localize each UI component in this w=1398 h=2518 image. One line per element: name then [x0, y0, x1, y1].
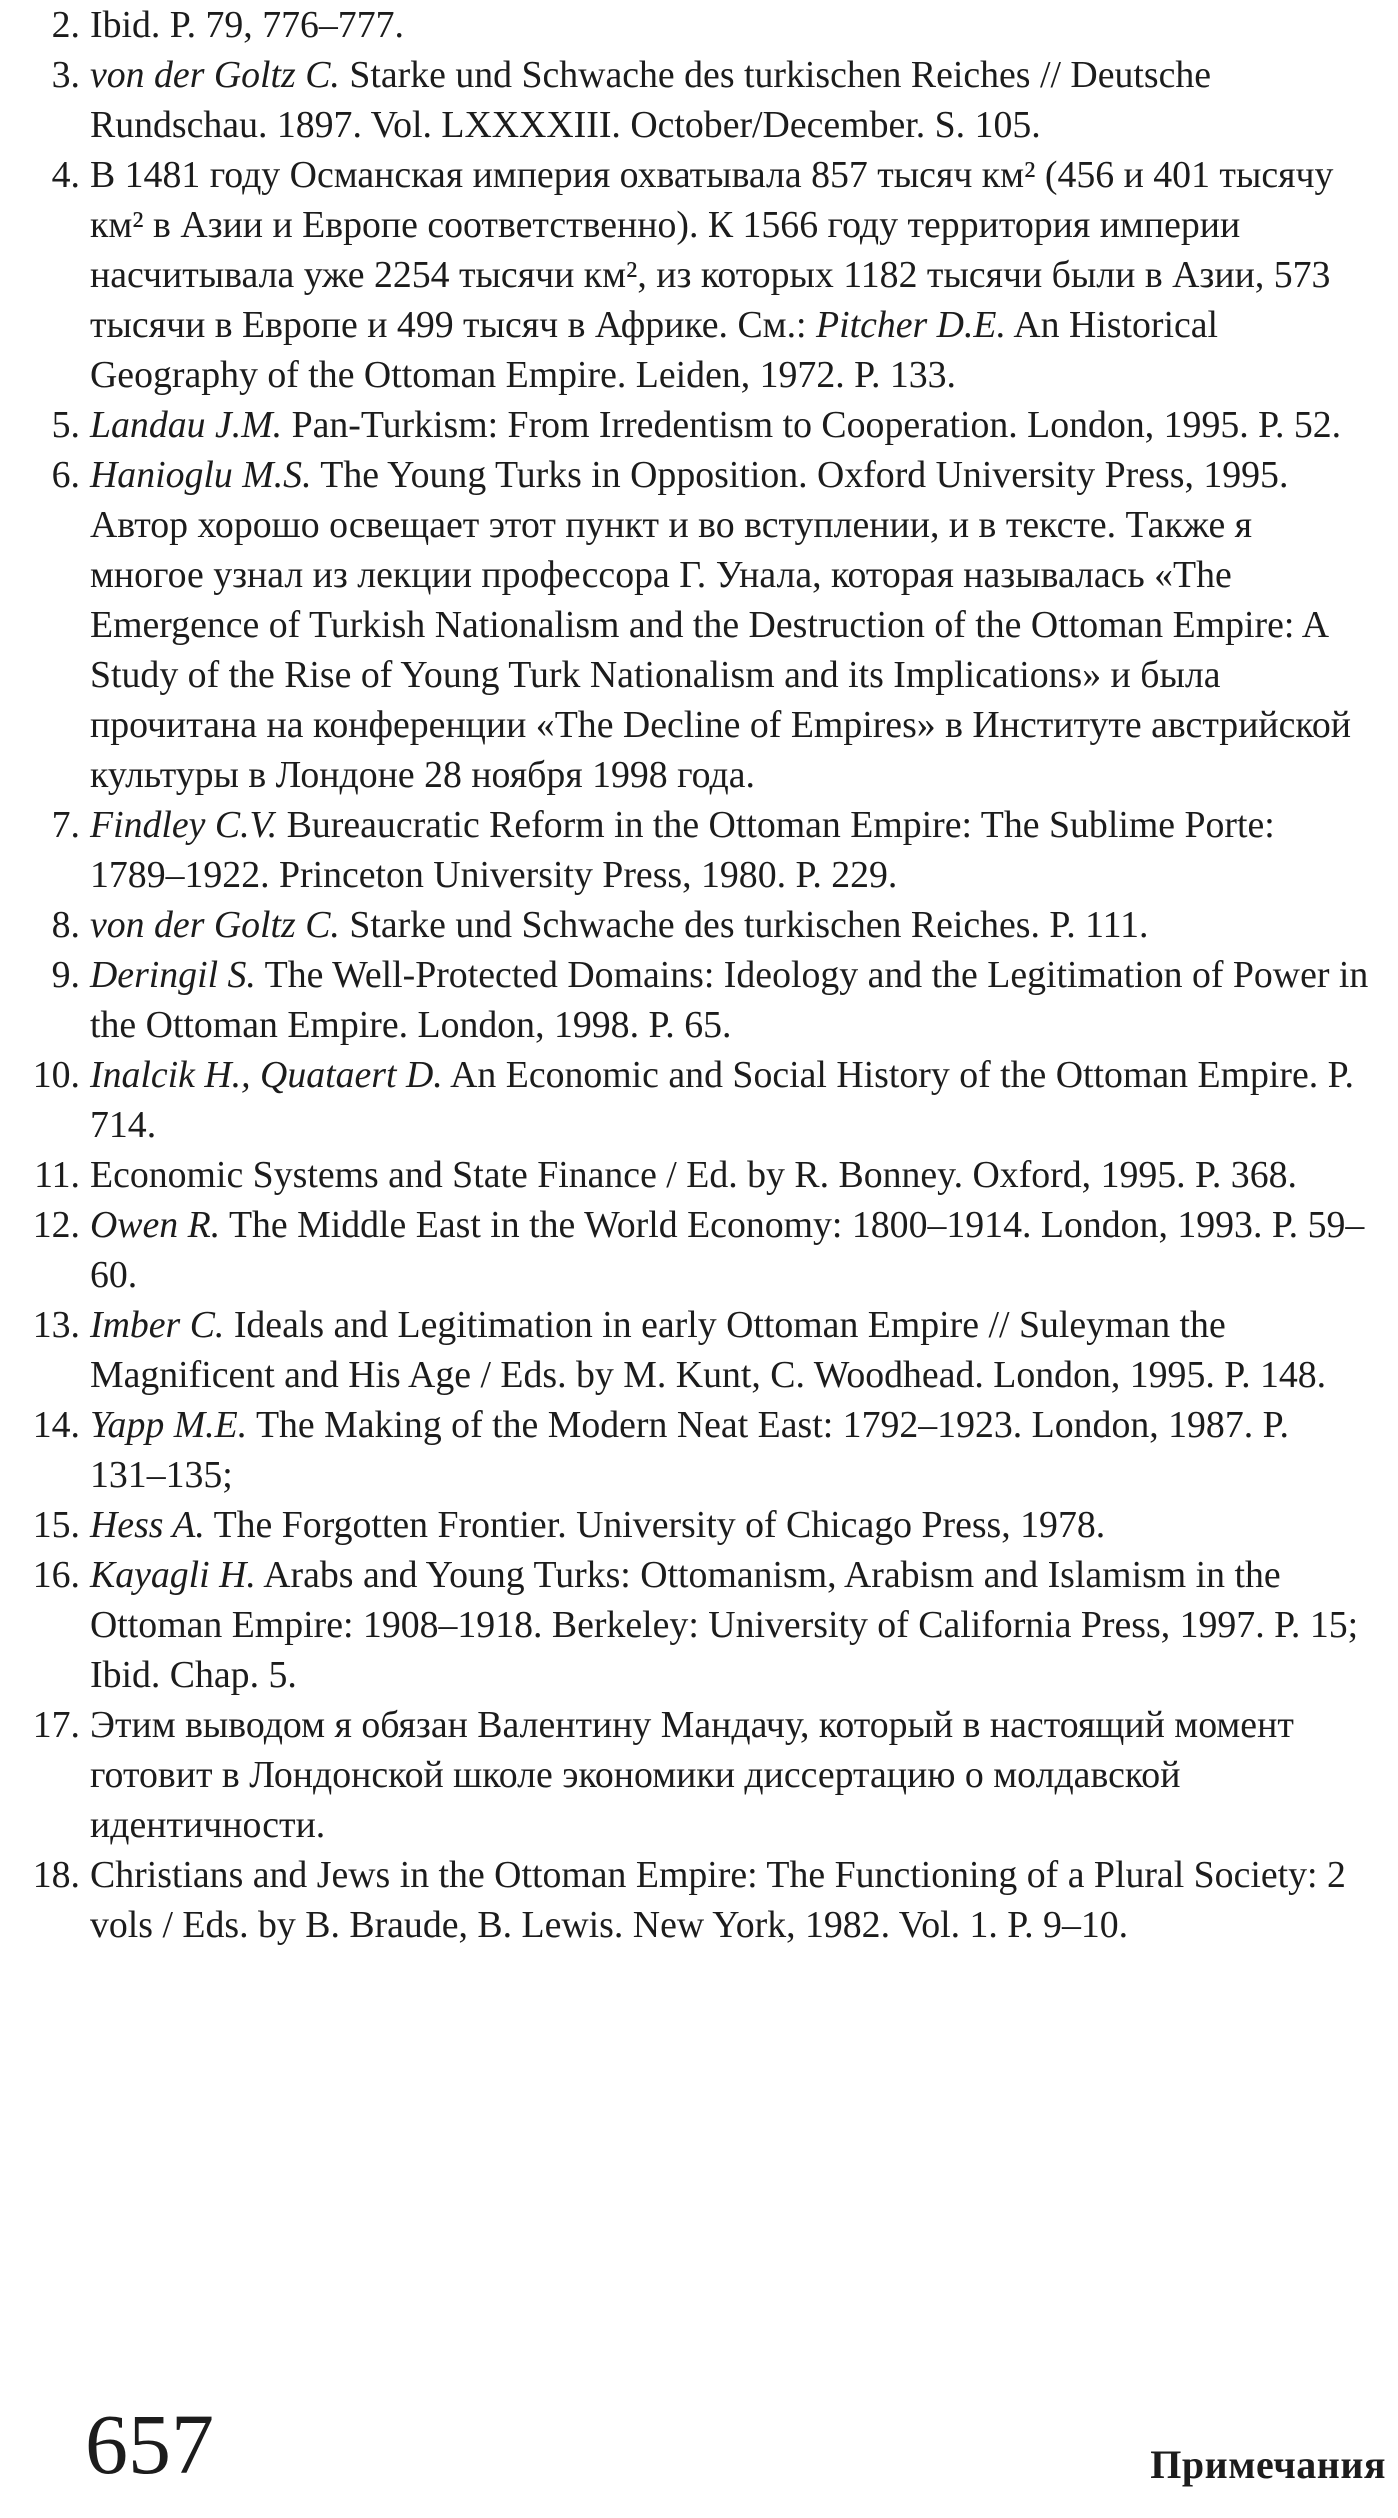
endnote-author: Findley C.V.: [90, 804, 278, 846]
endnote: [30, 950, 1390, 1050]
endnote-author: Imber C.: [90, 1304, 225, 1346]
endnote: [30, 900, 1390, 950]
endnote: [30, 1300, 1390, 1400]
endnote-text: [80, 1400, 1372, 1500]
endnote: [30, 50, 1390, 150]
endnote-text: [80, 150, 1372, 400]
endnote-text: [80, 1150, 1372, 1200]
endnote-number: 5.: [51, 404, 80, 446]
endnote-citation: Bureaucratic Reform in the Ottoman Empire: The Sublime Porte: 1789–1922. Princeton University Press, 1980. P. 229.: [90, 804, 1275, 896]
endnote-text: [80, 1050, 1372, 1150]
endnote-text: [80, 900, 1372, 950]
endnote-text: [80, 0, 1372, 50]
endnote-text: [80, 1850, 1372, 1950]
endnote-author: von der Goltz C.: [90, 54, 340, 96]
endnote-author: von der Goltz C.: [90, 904, 340, 946]
endnotes-list: [30, 0, 1390, 1950]
endnote-text: [80, 1550, 1372, 1700]
endnote: [30, 1550, 1390, 1700]
endnote-number: 14.: [32, 1404, 80, 1446]
endnote-citation: The Making of the Modern Neat East: 1792–1923. London, 1987. P. 131–135;: [90, 1404, 1289, 1496]
page-number: 657: [85, 2396, 214, 2492]
endnote-number: 4.: [51, 154, 80, 196]
endnote: [30, 0, 1390, 50]
endnote-citation: Ibid. P. 79, 776–777.: [90, 4, 404, 46]
endnote: [30, 450, 1390, 800]
endnote-citation: Starke und Schwache des turkischen Reiches. P. 111.: [339, 904, 1149, 946]
endnote: [30, 1500, 1390, 1550]
endnote-citation: An Economic and Social History of the Ottoman Empire. P. 714.: [90, 1054, 1354, 1146]
endnote-text: [80, 1500, 1372, 1550]
endnote-citation: Christians and Jews in the Ottoman Empire: The Functioning of a Plural Society: 2 vols / Eds. by B. Braude, B. Lewis. New York, 1982. Vol. 1. P. 9–10.: [90, 1854, 1346, 1946]
endnote-number: 3.: [51, 54, 80, 96]
endnote-citation: An Historical Geography of the Ottoman Empire. Leiden, 1972. P. 133.: [90, 304, 1219, 396]
endnote-number: 13.: [32, 1304, 80, 1346]
endnote: [30, 1050, 1390, 1150]
endnote-text: [80, 400, 1372, 450]
endnote-text: [80, 800, 1372, 900]
endnote: [30, 1700, 1390, 1850]
endnote-author: Owen R.: [90, 1204, 221, 1246]
endnote-number: 15.: [32, 1504, 80, 1546]
endnote-author: Inalcik H., Quataert D.: [90, 1054, 443, 1096]
endnote-number: 2.: [51, 4, 80, 46]
endnote-text: [80, 1200, 1372, 1300]
endnote-author: Landau J.M.: [90, 404, 283, 446]
running-title: Примечания: [1150, 2442, 1386, 2487]
endnote-citation: Ideals and Legitimation in early Ottoman Empire // Suleyman the Magnificent and His Age / Eds. by M. Kunt, C. Woodhead. London, 1995. P. 148.: [90, 1304, 1327, 1396]
endnote-text: [80, 450, 1372, 800]
endnote: [30, 1150, 1390, 1200]
endnote-citation: Economic Systems and State Finance / Ed. by R. Bonney. Oxford, 1995. P. 368.: [90, 1154, 1297, 1196]
endnote: [30, 1200, 1390, 1300]
endnote-number: 17.: [32, 1704, 80, 1746]
endnote-number: 10.: [32, 1054, 80, 1096]
endnote-number: 11.: [34, 1154, 80, 1196]
endnote-number: 8.: [51, 904, 80, 946]
endnote-author: Deringil S.: [90, 954, 256, 996]
endnote: [30, 400, 1390, 450]
endnote-citation: The Forgotten Frontier. University of Chicago Press, 1978.: [204, 1504, 1106, 1546]
endnote-text: [80, 950, 1372, 1050]
endnote-number: 6.: [51, 454, 80, 496]
endnote: [30, 1850, 1390, 1950]
endnote-citation: В 1481 году Османская империя охватывала 857 тысяч км² (456 и 401 тысячу км² в Азии и Европе соответственно). К 1566 году территория империи насчитывала уже 2254 тысячи км², из которых 1182 тысячи были в Азии, 573 тысячи в Европе и 499 тысяч в Африке. См.:: [90, 154, 1334, 346]
endnote-text: [80, 1700, 1372, 1850]
endnote-author: Pitcher D.E.: [815, 304, 1006, 346]
endnote-citation: Starke und Schwache des turkischen Reiches // Deutsche Rundschau. 1897. Vol. LXXXXIII. October/December. S. 105.: [90, 54, 1212, 146]
endnote-text: [80, 1300, 1372, 1400]
endnote-citation: The Middle East in the World Economy: 1800–1914. London, 1993. P. 59–60.: [90, 1204, 1365, 1296]
endnote: [30, 150, 1390, 400]
endnote-number: 18.: [32, 1854, 80, 1896]
endnote-citation: The Well-Protected Domains: Ideology and the Legitimation of Power in the Ottoman Empire. London, 1998. P. 65.: [90, 954, 1369, 1046]
endnote-number: 16.: [32, 1554, 80, 1596]
endnote-number: 12.: [32, 1204, 80, 1246]
endnote-text: [80, 50, 1372, 150]
endnote-author: Yapp M.E.: [90, 1404, 248, 1446]
endnote-number: 7.: [51, 804, 80, 846]
endnote-number: 9.: [51, 954, 80, 996]
endnote-citation: Arabs and Young Turks: Ottomanism, Arabism and Islamism in the Ottoman Empire: 1908–1918. Berkeley: University of California Press, 1997. P. 15; Ibid. Chap. 5.: [90, 1554, 1359, 1696]
endnote: [30, 800, 1390, 900]
endnote-author: Hanioglu M.S.: [90, 454, 312, 496]
endnote: [30, 1400, 1390, 1500]
endnote-author: Kayagli H.: [90, 1554, 256, 1596]
endnote-citation: The Young Turks in Opposition. Oxford University Press, 1995. Автор хорошо освещает этот пункт и во вступлении, и в тексте. Также я многое узнал из лекции профессора Г. Унала, которая называлась «The Emergence of Turkish Nationalism and the Destruction of the Ottoman Empire: A Study of the Rise of Young Turk Nationalism and its Implications» и была прочитана на конференции «The Decline of Empires» в Институте австрийской культуры в Лондоне 28 ноября 1998 года.: [90, 454, 1351, 796]
endnote-author: Hess A.: [90, 1504, 205, 1546]
endnote-citation: Pan-Turkism: From Irredentism to Cooperation. London, 1995. P. 52.: [282, 404, 1342, 446]
endnote-citation: Этим выводом я обязан Валентину Мандачу, который в настоящий момент готовит в Лондонской школе экономики диссертацию о молдавской идентичности.: [90, 1704, 1294, 1846]
